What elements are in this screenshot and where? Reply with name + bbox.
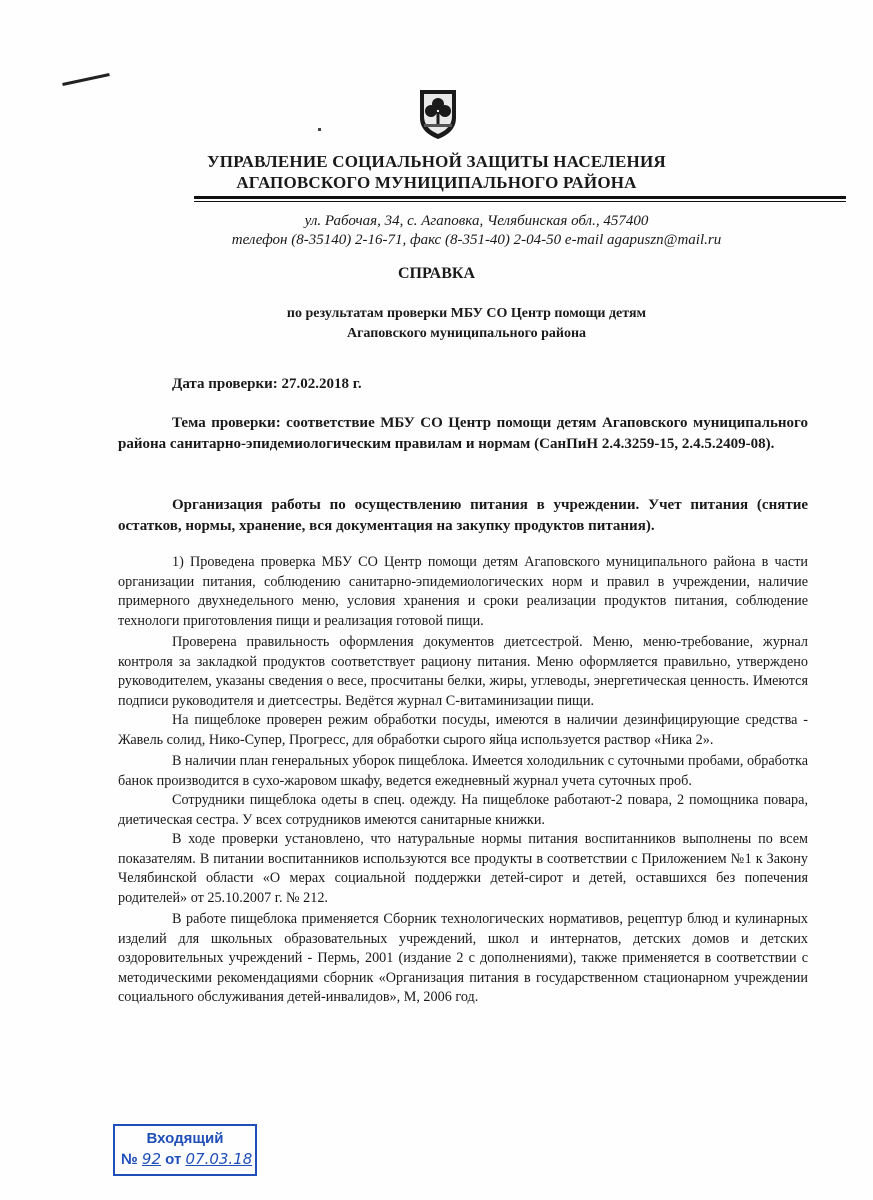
paragraph: В работе пищеблока применяется Сборник технологических нормативов, рецептур блюд и кулинарных изделий для школьных образовательных учреждений, школ и интернатов, детских домов и детских оздоровительных учреждений - Пермь, 2001 (издание 2 с дополнениями), также применяется в соответствии с методическими рекомендациями сборник «Организация питания в государственном стационарном учреждении социального обслуживания детей-инвалидов», М, 2006 год.	[118, 911, 808, 1005]
paragraph: В ходе проверки установлено, что натуральные нормы питания воспитанников выполнены по всем показателям. В питании воспитанников используются все продукты в соответствии с Приложением №1 к Закону Челябинской области «О мерах социальной поддержки детей-сирот и детей, оставшихся без попечения родителей» от 25.10.2007 г. № 212.	[118, 831, 808, 906]
stamp-date-value: 07.03.18	[185, 1150, 253, 1168]
organization-address: ул. Рабочая, 34, с. Агаповка, Челябинская обл., 457400	[304, 213, 649, 229]
organization-name-line2: АГАПОВСКОГО МУНИЦИПАЛЬНОГО РАЙОНА	[236, 173, 637, 192]
inspection-date: Дата проверки: 27.02.2018 г.	[172, 376, 362, 392]
inspection-topic	[118, 413, 808, 455]
stamp-number-value: 92	[141, 1150, 161, 1168]
header-rule-thin	[194, 201, 846, 202]
organization-contacts: телефон (8-35140) 2-16-71, факс (8-351-40) 2-04-50 e-mail agapuszn@mail.ru	[231, 232, 722, 248]
stamp-number-label: №	[121, 1151, 138, 1168]
document-subtitle-line2: Агаповского муниципального района	[346, 326, 587, 341]
paragraph: Проверена правильность оформления документов диетсестрой. Меню, меню-требование, журнал контроля за закладкой продуктов соответствует рациону питания. Меню оформляется правильно, утверждено руководителем, указаны сведения о весе, просчитаны белки, жиры, углеводы, энергетическая ценность. Имеются подписи руководителя и диетсестры. Ведётся журнал С-витаминизации пищи.	[118, 634, 808, 709]
paragraph: В наличии план генеральных уборок пищеблока. Имеется холодильник с суточными пробами, обработка банок производится в сухо-жаровом шкафу, ведется ежедневный журнал учета суточных проб.	[118, 753, 808, 789]
inspection-topic-text: Тема проверки: соответствие МБУ СО Центр помощи детям Агаповского муниципального района санитарно-эпидемиологическим правилам и нормам (СанПиН 2.4.3259-15, 2.4.5.2409-08).	[118, 415, 808, 452]
header-rule-thick	[194, 196, 846, 199]
stamp-date-label: от	[165, 1151, 182, 1168]
section-heading-text: Организация работы по осуществлению питания в учреждении. Учет питания (снятие остатков, нормы, хранение, вся документация на закупку продуктов питания).	[118, 497, 808, 534]
coat-of-arms-icon	[418, 88, 458, 140]
incoming-stamp	[113, 1124, 257, 1176]
scan-dot	[318, 128, 321, 131]
paragraph: 1) Проведена проверка МБУ СО Центр помощи детям Агаповского муниципального района в части организации питания, соблюдению санитарно-эпидемиологических норм и правил в учреждении, наличие примерного двухнедельного меню, условия хранения и сроки реализации продуктов питания, соблюдение технологи приготовления пищи и реализация готовой пищи.	[118, 554, 808, 629]
paragraph: На пищеблоке проверен режим обработки посуды, имеются в наличии дезинфицирующие средства - Жавель солид, Нико-Супер, Прогресс, для обработки сырого яйца используется раствор «Ника 2».	[118, 712, 808, 748]
section-heading	[118, 495, 808, 537]
organization-name-line1: УПРАВЛЕНИЕ СОЦИАЛЬНОЙ ЗАЩИТЫ НАСЕЛЕНИЯ	[207, 152, 666, 171]
scan-mark	[62, 73, 110, 86]
document-body	[118, 553, 808, 1008]
document-subtitle-line1: по результатам проверки МБУ СО Центр помощи детям	[286, 306, 647, 321]
stamp-number-row	[121, 1150, 252, 1168]
stamp-title: Входящий	[146, 1130, 224, 1147]
document-title: СПРАВКА	[397, 265, 476, 282]
paragraph: Сотрудники пищеблока одеты в спец. одежду. На пищеблоке работают-2 повара, 2 помощника повара, диетическая сестра. У всех сотрудников имеются санитарные книжки.	[118, 792, 808, 828]
